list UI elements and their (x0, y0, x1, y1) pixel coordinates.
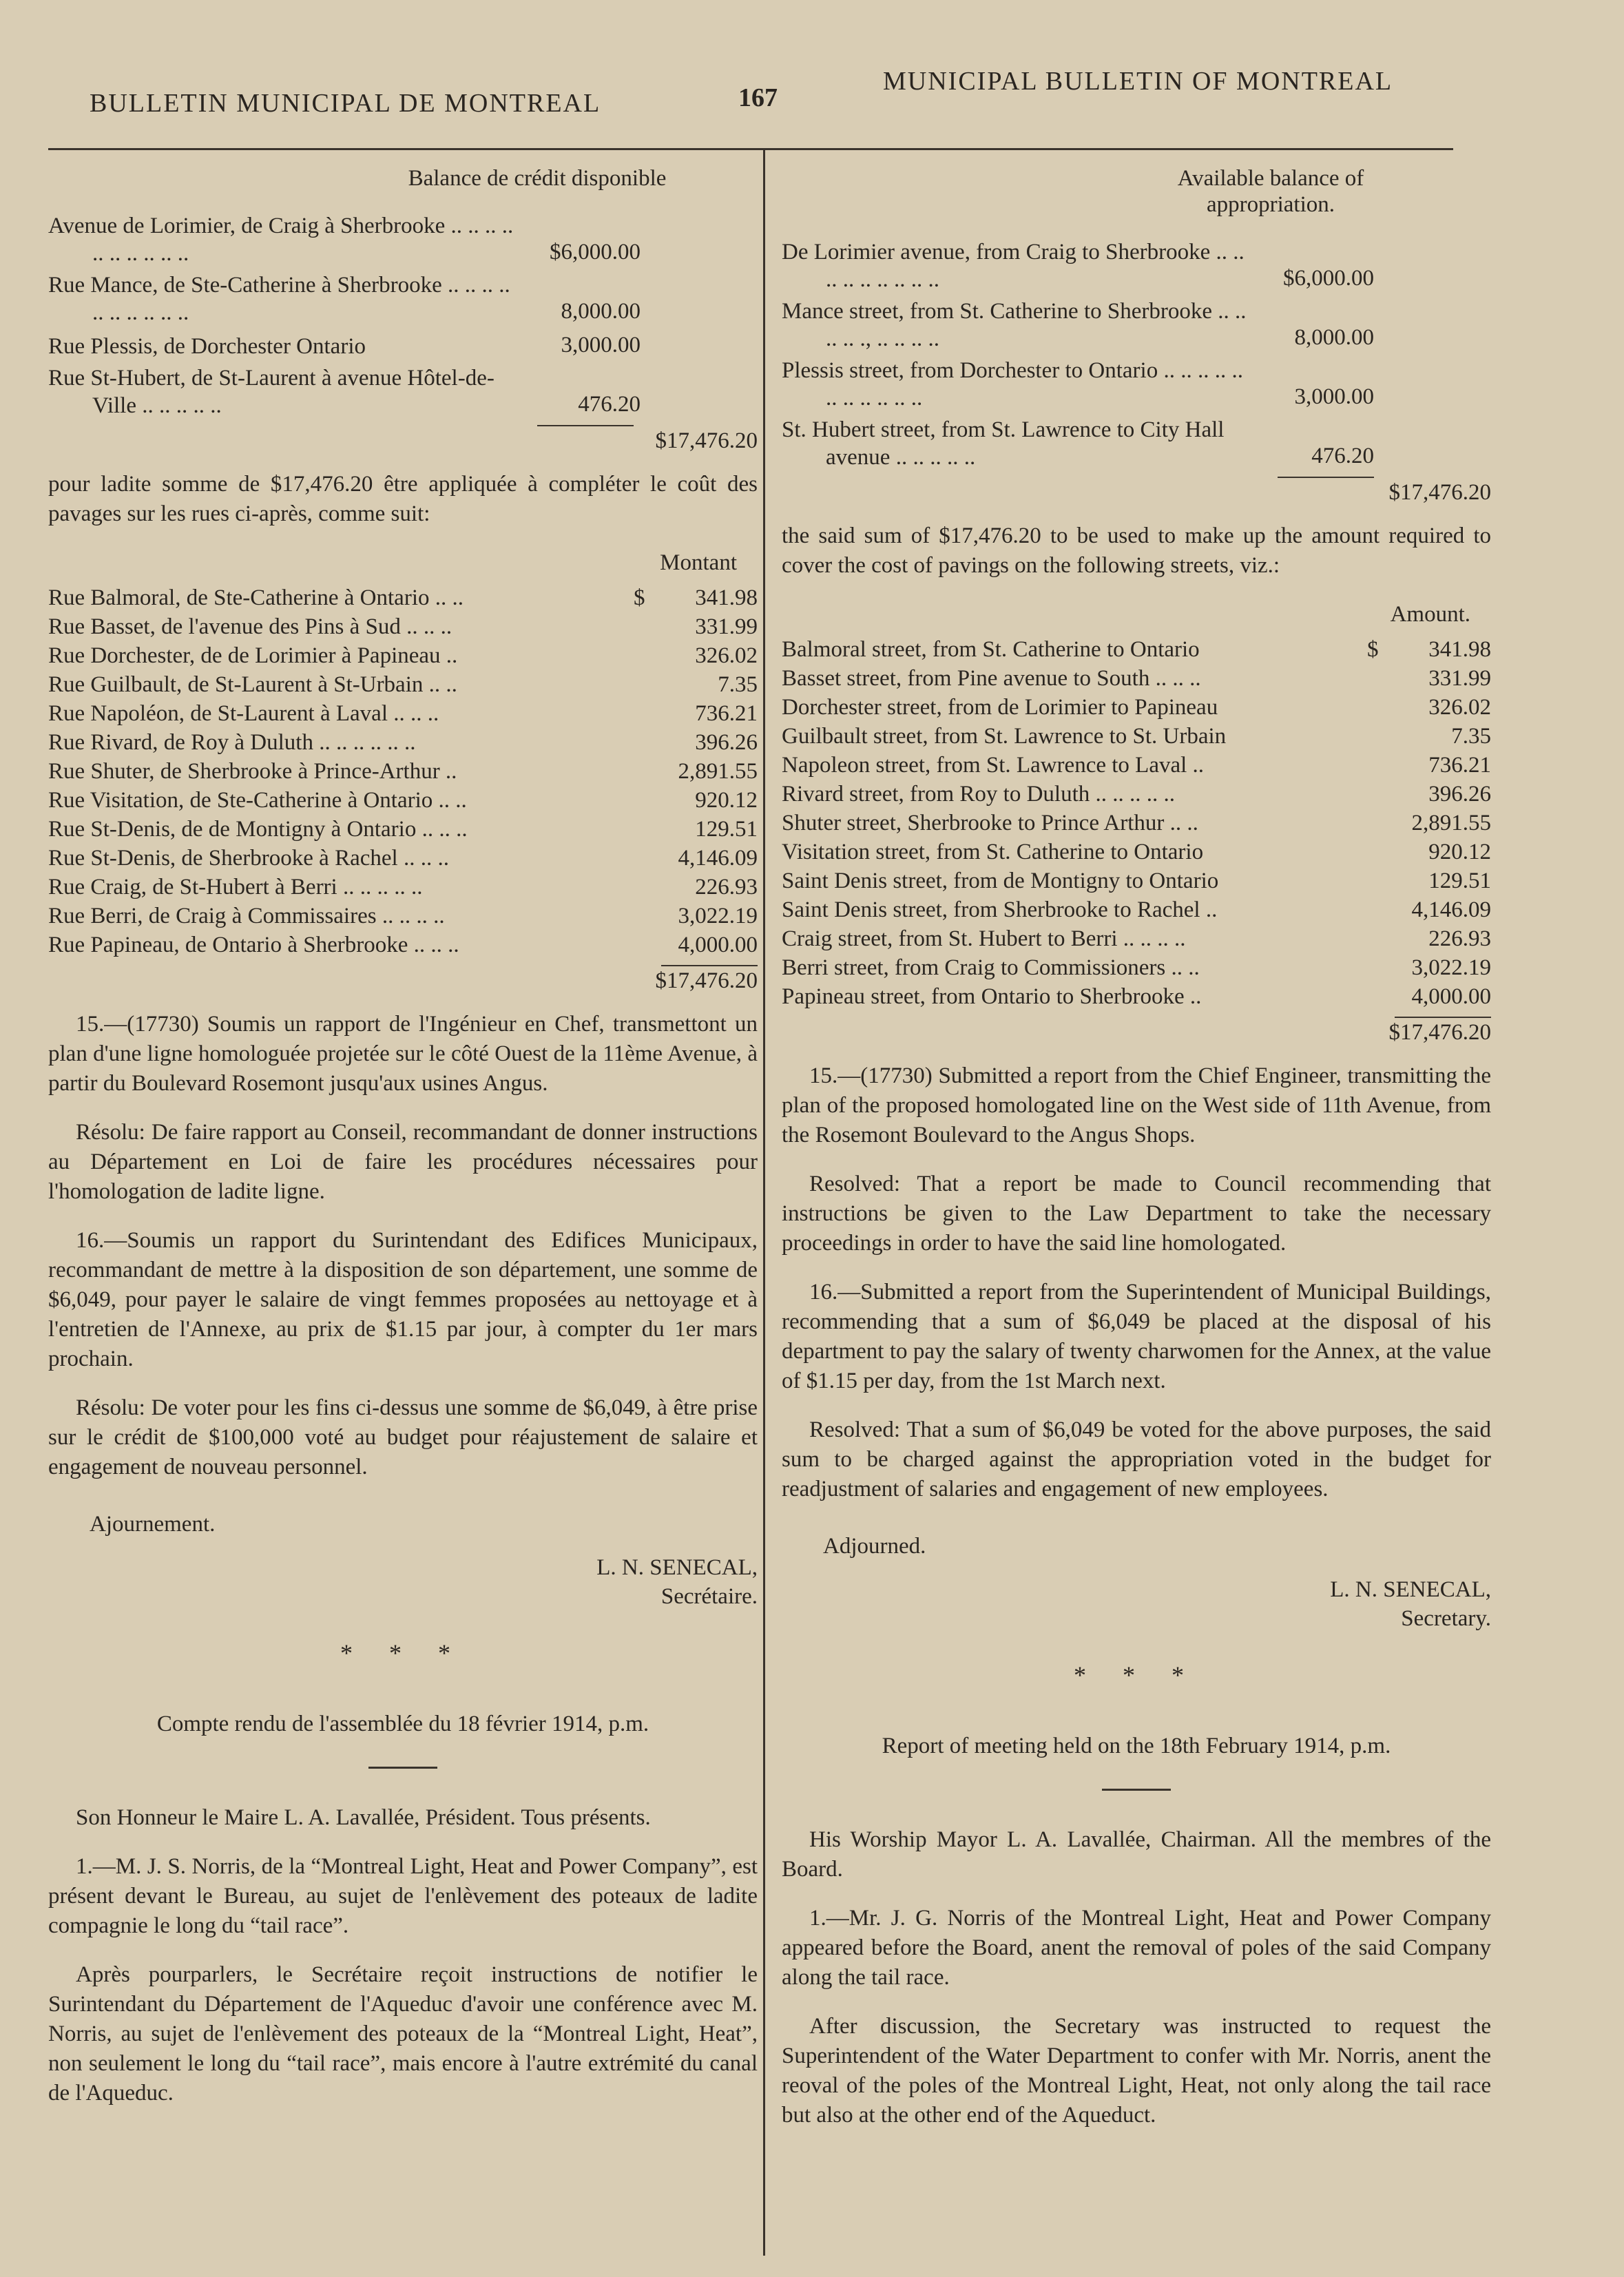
paving-amount: 326.02 (695, 643, 758, 668)
paving-row (782, 809, 1491, 838)
item-1: 1.—Mr. J. G. Norris of the Montreal Light, Heat and Power Company appeared before the Board, anent the removal of poles of the said Company along the tail race. (782, 1906, 1491, 1990)
item-1: 1.—M. J. S. Norris, de la “Montreal Light, Heat and Power Company”, est présent devant le Bureau, au sujet de l'enlèvement des poteaux de ladite compagnie le long du “tail race”. (48, 1854, 758, 1938)
paving-amount: 7.35 (718, 672, 758, 697)
paving-amount: 920.12 (1428, 840, 1491, 864)
adjourned: Ajournement. (90, 1512, 216, 1537)
page-number: 167 (738, 83, 778, 112)
paving-row (782, 953, 1491, 982)
short-rule (1102, 1789, 1171, 1791)
dollar-sign: $ (634, 585, 645, 610)
paving-label: Napoleon street, from St. Lawrence to Laval .. (782, 753, 1205, 778)
paving-amount: 736.21 (695, 701, 758, 726)
paving-label: Craig street, from St. Hubert to Berri .. .. .. .. (782, 926, 1186, 951)
signature (48, 1553, 758, 1611)
balance-row (782, 416, 1491, 471)
signature-title: Secrétaire. (660, 1584, 758, 1609)
balance-heading: Available balance of appropriation. (1177, 166, 1364, 217)
pavings-total: $17,476.20 (655, 968, 758, 993)
paving-label: Rue Visitation, de Ste-Catherine à Ontario .. .. (48, 788, 467, 813)
paving-amount: 331.99 (695, 614, 758, 639)
header-rule (48, 148, 1453, 150)
paving-row (782, 722, 1491, 751)
balance-row (48, 364, 758, 419)
balance-label: Mance street, from St. Catherine to Sherbrooke .. .. .. .. ., .. .. .. .. (782, 299, 1247, 351)
balance-label: Avenue de Lorimier, de Craig à Sherbrooke .. .. .. .. .. .. .. .. .. .. (48, 214, 514, 266)
paving-row (48, 612, 758, 641)
paving-amount: 326.02 (1428, 695, 1491, 720)
english-column (782, 165, 1491, 2150)
item-15: 15.—(17730) Soumis un rapport de l'Ingénieur en Chef, transmettont un plan d'une ligne homologuée projetée sur le côté Ouest de la 11ème Avenue, à partir du Boulevard Rosemont jusqu'aux usines Angus. (48, 1012, 758, 1096)
signature-title: Secretary. (1401, 1606, 1491, 1631)
adjourned: Adjourned. (823, 1534, 926, 1559)
paving-amount: 4,146.09 (678, 846, 758, 871)
balance-amount: 3,000.00 (1294, 384, 1374, 409)
paving-row (48, 786, 758, 815)
paving-row (48, 757, 758, 786)
paving-label: Dorchester street, from de Lorimier to Papineau (782, 695, 1218, 720)
pavings-total: $17,476.20 (1388, 1020, 1491, 1045)
paving-label: Rue St-Denis, de Sherbrooke à Rachel .. .. .. (48, 846, 449, 871)
resolved-15: Resolved: That a report be made to Council recommending that instructions be given to the Law Department to take the necessary proceedings in order to have the said line homologated. (782, 1172, 1491, 1256)
balance-amount: $6,000.00 (1283, 266, 1374, 291)
balance-row (782, 357, 1491, 412)
paving-row (48, 844, 758, 873)
paving-amount: 226.93 (695, 875, 758, 900)
paving-label: Rue Papineau, de Ontario à Sherbrooke .. .. .. (48, 933, 459, 957)
paving-row (782, 635, 1491, 664)
paving-amount: 2,891.55 (678, 759, 758, 784)
paving-row (782, 838, 1491, 866)
balance-heading: Balance de crédit disponible (408, 166, 667, 191)
paving-label: Rivard street, from Roy to Duluth .. .. .. .. .. (782, 782, 1176, 807)
balance-label: St. Hubert street, from St. Lawrence to City Hall avenue .. .. .. .. .. (782, 417, 1225, 470)
paving-amount: 3,022.19 (1411, 955, 1491, 980)
after-discussion: Après pourparlers, le Secrétaire reçoit instructions de notifier le Surintendant du Département de l'Aqueduc d'avoir une conférence avec M. Norris, au sujet de l'enlèvement des poteaux de la “Montreal Light, Heat”, non seulement le long du “tail race”, mais encore à l'autre extrémité du canal de l'Aqueduc. (48, 1962, 758, 2106)
paving-label: Visitation street, from St. Catherine to Ontario (782, 840, 1204, 864)
amount-heading: Amount. (1390, 602, 1470, 627)
paving-row (48, 930, 758, 959)
balance-label: Rue Mance, de Ste-Catherine à Sherbrooke .. .. .. .. .. .. .. .. .. .. (48, 273, 510, 325)
column-divider (763, 148, 765, 2256)
report-title: Compte rendu de l'assemblée du 18 février 1914, p.m. (156, 1712, 649, 1736)
paving-row (48, 728, 758, 757)
paving-amount: 920.12 (695, 788, 758, 813)
presence: His Worship Mayor L. A. Lavallée, Chairman. All the membres of the Board. (782, 1827, 1491, 1882)
paving-amount: 331.99 (1428, 666, 1491, 691)
paving-label: Rue Berri, de Craig à Commissaires .. .. .. .. (48, 904, 445, 928)
paving-amount: 3,022.19 (678, 904, 758, 928)
paving-row (48, 873, 758, 902)
balance-total: $17,476.20 (1388, 480, 1491, 505)
paving-label: Saint Denis street, from de Montigny to Ontario (782, 869, 1219, 893)
report-title: Report of meeting held on the 18th February 1914, p.m. (882, 1734, 1391, 1758)
header-french-title: BULLETIN MUNICIPAL DE MONTREAL (90, 89, 601, 118)
separator-stars: * * * (340, 1639, 466, 1667)
paving-label: Rue Rivard, de Roy à Duluth .. .. .. .. .. .. (48, 730, 416, 755)
balance-amount: $6,000.00 (550, 240, 641, 264)
paving-label: Berri street, from Craig to Commissioners .. .. (782, 955, 1200, 980)
short-rule (368, 1767, 437, 1769)
signature-name: L. N. SENECAL, (1330, 1577, 1491, 1602)
separator-stars: * * * (1074, 1661, 1199, 1689)
paving-row (48, 641, 758, 670)
paving-label: Rue St-Denis, de de Montigny à Ontario .. .. .. (48, 817, 468, 842)
paving-label: Balmoral street, from St. Catherine to Ontario (782, 637, 1200, 662)
paving-row (782, 924, 1491, 953)
balance-row (48, 331, 758, 360)
paving-amount: 396.26 (1428, 782, 1491, 807)
after-discussion: After discussion, the Secretary was instructed to request the Superintendent of the Water Department to confer with Mr. Norris, anent the reoval of the poles of the Montreal Light, Heat, not only along the tail race but also at the other end of the Aqueduct. (782, 2014, 1491, 2128)
balance-row (782, 298, 1491, 353)
balance-row (782, 238, 1491, 293)
paving-amount: 7.35 (1451, 724, 1491, 749)
paving-label: Rue Shuter, de Sherbrooke à Prince-Arthur .. (48, 759, 457, 784)
paving-amount: 341.98 (1428, 637, 1491, 662)
paving-label: Rue Guilbault, de St-Laurent à St-Urbain .. .. (48, 672, 457, 697)
paving-row (48, 902, 758, 930)
paving-amount: 129.51 (1428, 869, 1491, 893)
paving-label: Rue Basset, de l'avenue des Pins à Sud .. .. .. (48, 614, 452, 639)
item-15: 15.—(17730) Submitted a report from the Chief Engineer, transmitting the plan of the proposed homologated line on the West side of 11th Avenue, from the Rosemont Boulevard to the Angus Shops. (782, 1063, 1491, 1147)
header-english-title: MUNICIPAL BULLETIN OF MONTREAL (883, 67, 1393, 96)
paving-label: Rue Dorchester, de de Lorimier à Papineau .. (48, 643, 458, 668)
dollar-sign: $ (1367, 637, 1379, 662)
balance-total: $17,476.20 (655, 428, 758, 453)
resolved-16: Résolu: De voter pour les fins ci-dessus une somme de $6,049, à être prise sur le crédit de $100,000 voté au budget pour réajustement de salaire et engagement de nouveau personnel. (48, 1395, 758, 1479)
paving-label: Rue Napoléon, de St-Laurent à Laval .. .. .. (48, 701, 439, 726)
paving-label: Shuter street, Sherbrooke to Prince Arthur .. .. (782, 811, 1198, 835)
french-column (48, 165, 758, 2128)
balance-amount: 8,000.00 (1294, 325, 1374, 350)
paving-label: Rue Balmoral, de Ste-Catherine à Ontario .. .. (48, 585, 464, 610)
signature (782, 1575, 1491, 1633)
resolved-15: Résolu: De faire rapport au Conseil, recommandant de donner instructions au Département en Loi de faire les procédures nécessaires pour l'homologation de ladite ligne. (48, 1120, 758, 1204)
paving-amount: 2,891.55 (1411, 811, 1491, 835)
balance-label: Rue Plessis, de Dorchester Ontario (48, 334, 366, 359)
paving-amount: 4,000.00 (678, 933, 758, 957)
paving-row (782, 895, 1491, 924)
balance-label: Plessis street, from Dorchester to Ontario .. .. .. .. .. .. .. .. .. .. .. (782, 358, 1243, 410)
paving-amount: 396.26 (695, 730, 758, 755)
balance-row (48, 271, 758, 326)
paving-row (782, 751, 1491, 780)
paving-label: Papineau street, from Ontario to Sherbrooke .. (782, 984, 1202, 1009)
paving-label: Guilbault street, from St. Lawrence to St. Urbain (782, 724, 1227, 749)
paving-row (782, 780, 1491, 809)
paving-label: Saint Denis street, from Sherbrooke to Rachel .. (782, 897, 1218, 922)
paving-row (782, 866, 1491, 895)
balance-row (48, 212, 758, 267)
balance-label: De Lorimier avenue, from Craig to Sherbrooke .. .. .. .. .. .. .. .. .. (782, 240, 1245, 292)
paving-row (782, 664, 1491, 693)
balance-amount: 476.20 (578, 392, 641, 417)
paving-label: Basset street, from Pine avenue to South .. .. .. (782, 666, 1201, 691)
paving-amount: 4,146.09 (1411, 897, 1491, 922)
paving-label: Rue Craig, de St-Hubert à Berri .. .. .. .. .. (48, 875, 423, 900)
paving-row (782, 693, 1491, 722)
item-16: 16.—Soumis un rapport du Surintendant des Edifices Municipaux, recommandant de mettre à la disposition de son département, une somme de $6,049, pour payer le salaire de vingt femmes proposées au nettoyage et à l'entretien de l'Annexe, au prix de $1.15 par jour, à compter du 1er mars prochain. (48, 1228, 758, 1371)
balance-amount: 476.20 (1311, 444, 1374, 468)
pavings-intro: pour ladite somme de $17,476.20 être appliquée à compléter le coût des pavages sur les rues ci-après, comme suit: (48, 472, 758, 526)
amount-heading: Montant (660, 550, 737, 575)
paving-amount: 4,000.00 (1411, 984, 1491, 1009)
pavings-intro: the said sum of $17,476.20 to be used to make up the amount required to cover the cost of pavings on the following streets, viz.: (782, 523, 1491, 578)
balance-amount: 8,000.00 (561, 299, 641, 324)
paving-amount: 341.98 (695, 585, 758, 610)
signature-name: L. N. SENECAL, (596, 1555, 758, 1580)
paving-amount: 129.51 (695, 817, 758, 842)
item-16: 16.—Submitted a report from the Superintendent of Municipal Buildings, recommending that a sum of $6,049 be placed at the disposal of his department to pay the salary of twenty charwomen for the Annex, at the value of $1.15 per day, from the 1st March next. (782, 1280, 1491, 1393)
paving-amount: 226.93 (1428, 926, 1491, 951)
paving-row (48, 815, 758, 844)
presence: Son Honneur le Maire L. A. Lavallée, Président. Tous présents. (76, 1805, 651, 1830)
paving-row (782, 982, 1491, 1011)
paving-row (48, 670, 758, 699)
balance-label: Rue St-Hubert, de St-Laurent à avenue Hôtel-de-Ville .. .. .. .. .. (48, 366, 495, 418)
paving-row (48, 699, 758, 728)
paving-amount: 736.21 (1428, 753, 1491, 778)
balance-amount: 3,000.00 (561, 333, 641, 357)
resolved-16: Resolved: That a sum of $6,049 be voted for the above purposes, the said sum to be charged against the appropriation voted in the budget for readjustment of salaries and engagement of new employees. (782, 1417, 1491, 1501)
paving-row (48, 583, 758, 612)
